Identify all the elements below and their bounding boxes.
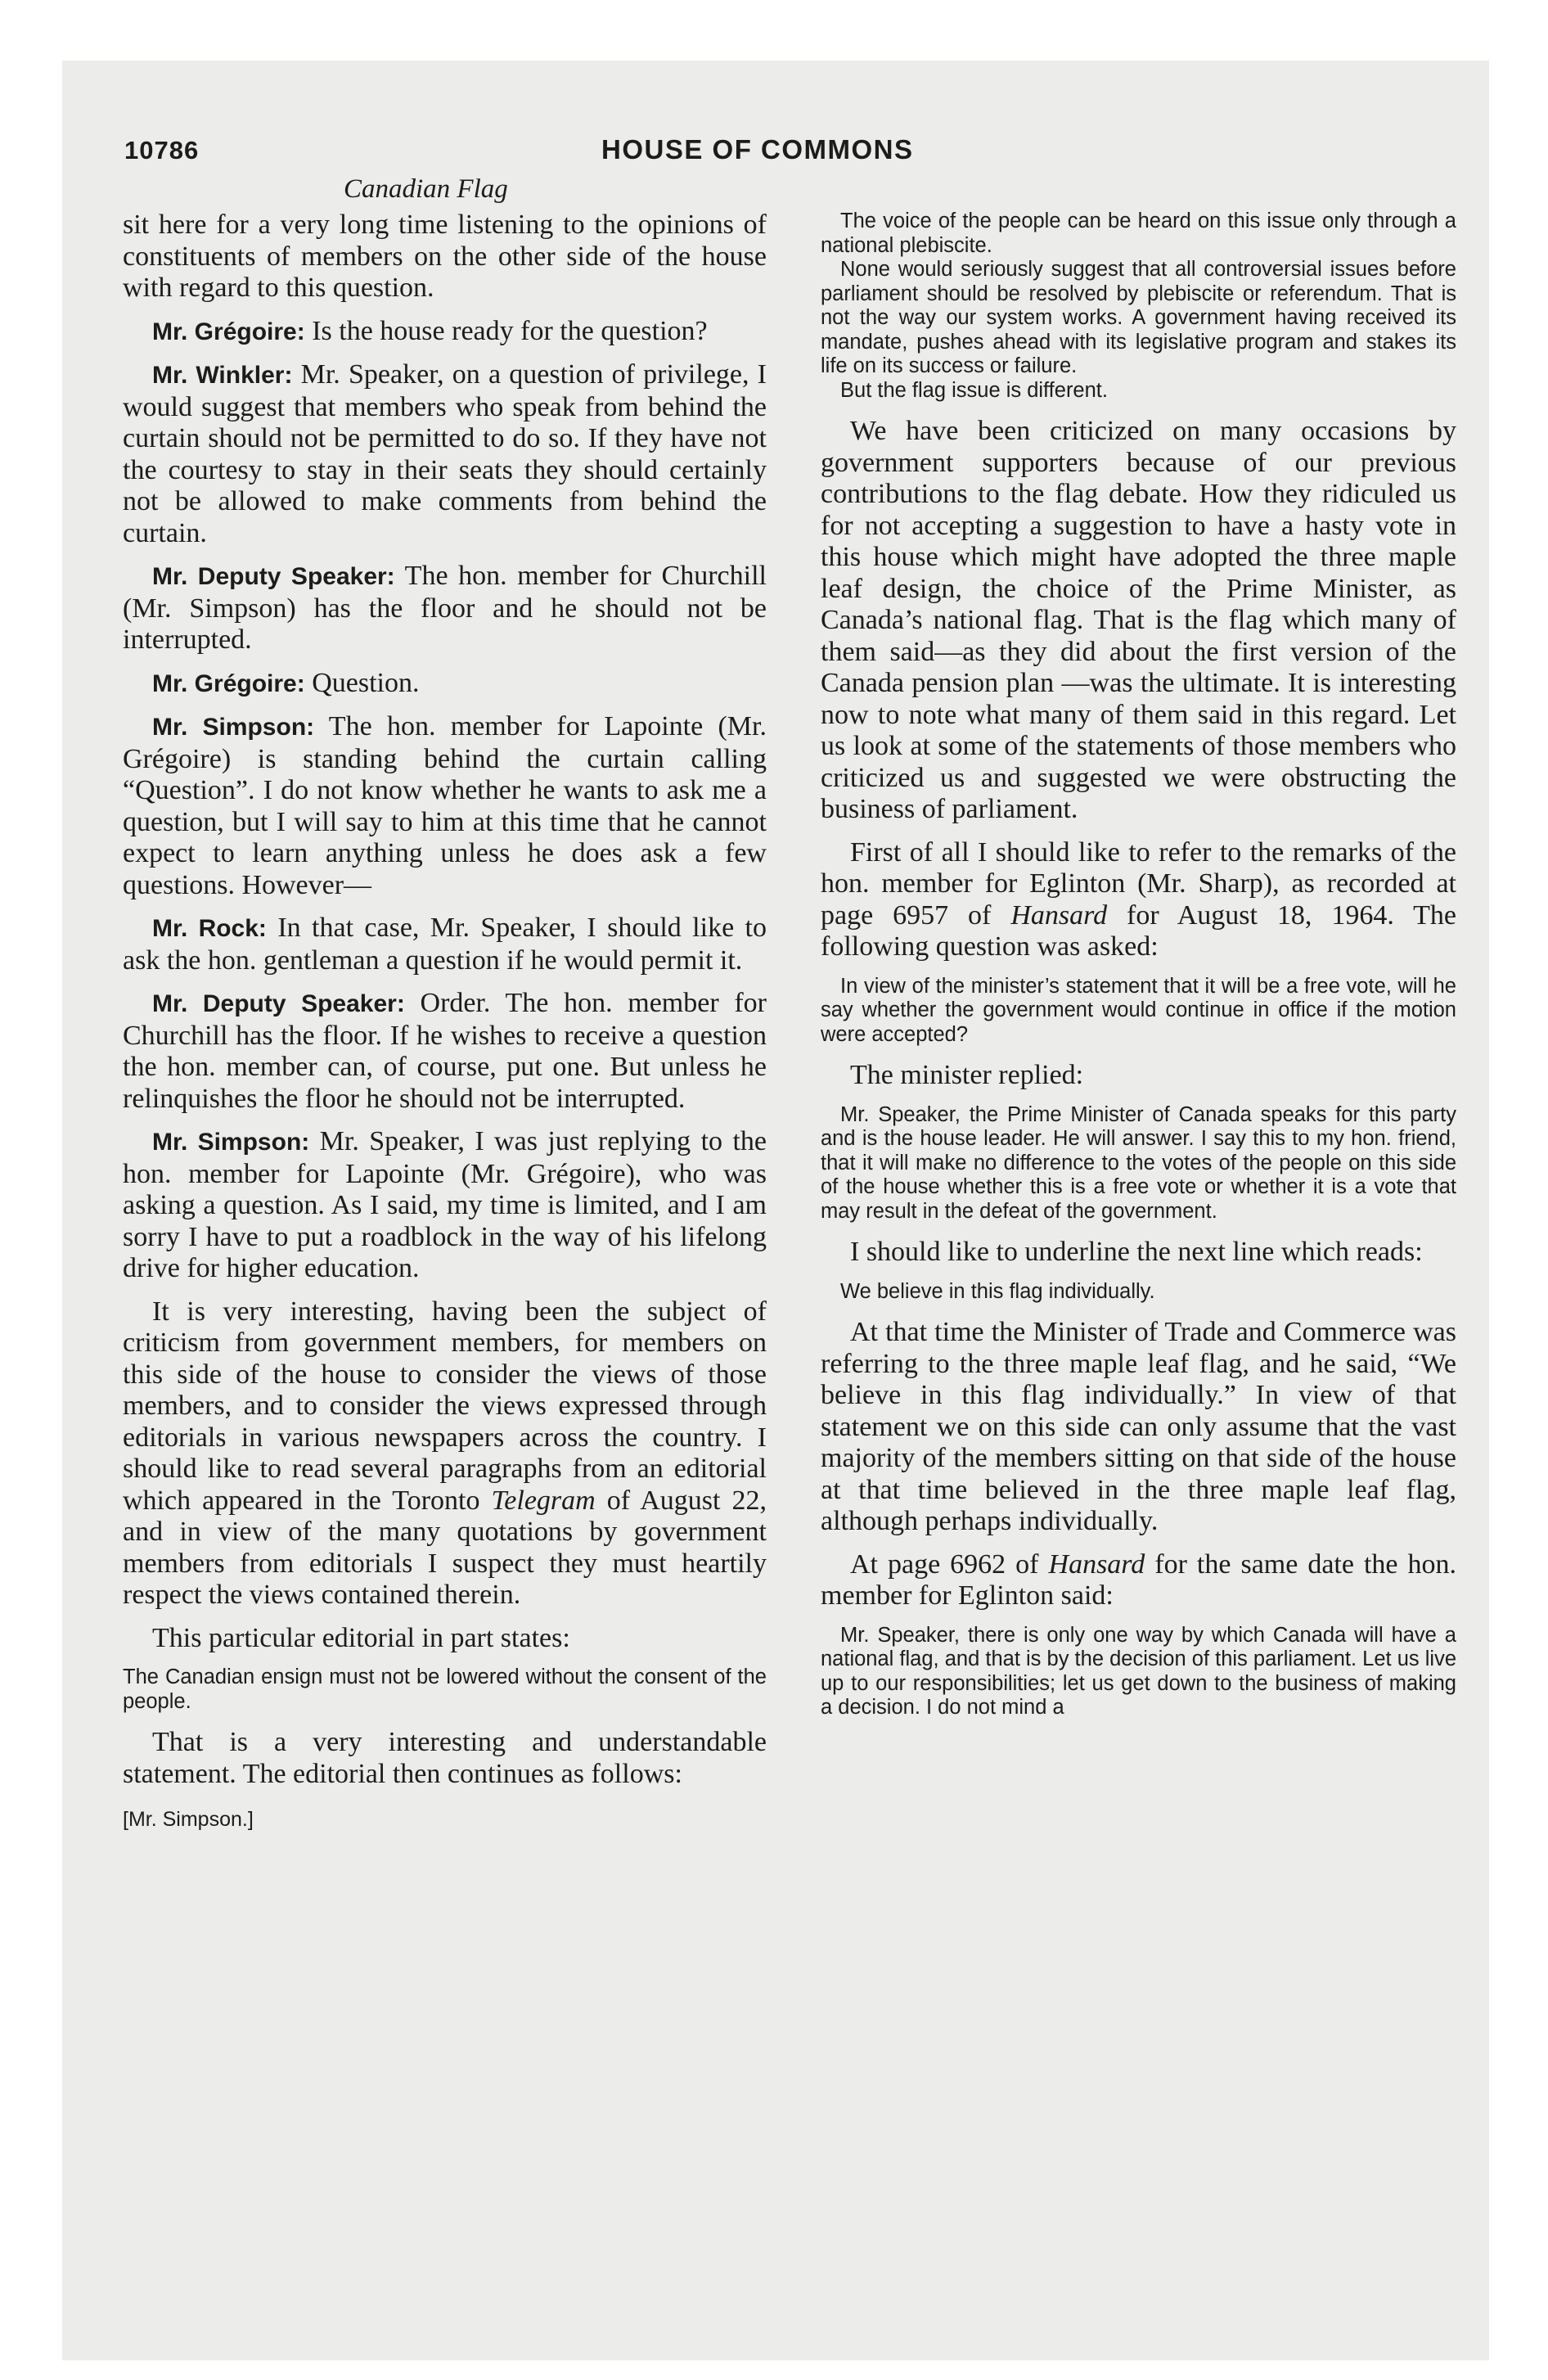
text-run: First of all I should like to refer to the remarks of the hon. member for Eglinton (Mr. Sharp), as recorded at page 6957 of — [821, 836, 1456, 931]
paragraph — [821, 837, 1456, 963]
paragraph — [821, 1549, 1456, 1612]
text-run: of August 22, and in view of the many quotations by government members from editorials I suspect they must heartily respect the views contained therein. — [123, 1485, 767, 1610]
block-quote: Mr. Speaker, there is only one way by which Canada will have a national flag, and that is by the decision of this parliament. Let us live up to our responsibilities; let us get down to the business of making a decision. I do not mind a — [821, 1623, 1456, 1719]
publication-title: Hansard — [1048, 1548, 1145, 1580]
speech-paragraph — [123, 711, 767, 901]
speech-text: Order. The hon. member for Churchill has the floor. If he wishes to receive a question the hon. member can, of course, put one. But unless he relinquishes the floor he should not be interrupted. — [123, 988, 767, 1114]
speech-text: Question. — [304, 667, 420, 698]
quote-paragraph: None would seriously suggest that all controversial issues before parliament should be resolved by plebiscite or referendum. That is not the way our system works. A government having received its mandate, pushes ahead with its legislative program and stakes its life on its success or failure. — [821, 258, 1456, 377]
speaker-name: Mr. Deputy Speaker: — [152, 563, 395, 590]
speech-paragraph — [123, 359, 767, 549]
speaker-name: Mr. Simpson: — [152, 1129, 310, 1156]
paragraph: The minister replied: — [850, 1060, 1084, 1090]
speech-paragraph — [123, 1126, 767, 1285]
speech-paragraph — [123, 561, 767, 656]
text-run: for the same date the hon. member for Eglinton said: — [821, 1548, 1456, 1611]
speaker-name: Mr. Deputy Speaker: — [152, 990, 405, 1017]
paragraph: That is a very interesting and understandable statement. The editorial then continues as follows: — [123, 1727, 767, 1789]
speech-paragraph — [123, 988, 767, 1115]
block-quote: Mr. Speaker, the Prime Minister of Canada speaks for this party and is the house leader. He will answer. I say this to my hon. friend, that it will make no difference to the votes of the people on this side of the house whether this is a free vote or whether it is a vote that may result in the defeat of the government. — [821, 1102, 1456, 1223]
speaker-name: Mr. Grégoire: — [152, 318, 305, 345]
paragraph: We have been criticized on many occasions by government supporters because of our previous contributions to the flag debate. How they ridiculed us for not accepting a suggestion to have a hasty vote in this house which might have adopted the three maple leaf design, the choice of the Prime Minister, as Canada’s national flag. That is the flag which many of them said—as they did about the first version of the Canada pension plan —was the ultimate. It is interesting now to note what many of them said in this regard. Let us look at some of the statements of those members who criticized us and suggested we were obstructing the business of parliament. — [821, 416, 1456, 824]
speaker-name: Mr. Rock: — [152, 915, 267, 942]
paragraph — [123, 1296, 767, 1611]
speaker-name: Mr. Grégoire: — [152, 669, 305, 697]
block-quote: The Canadian ensign must not be lowered without the consent of the people. — [123, 1666, 767, 1713]
speech-text: The hon. member for Churchill (Mr. Simpson) has the floor and he should not be interrupted. — [123, 561, 767, 655]
paragraph: I should like to underline the next line which reads: — [850, 1237, 1423, 1267]
left-column — [123, 210, 767, 1832]
speech-text: Mr. Speaker, on a question of privilege, I would suggest that members who speak from behind the curtain should not be permitted to do so. If they have not the courtesy to stay in their seats they should certainly not be allowed to make comments from behind the curtain. — [123, 359, 767, 548]
right-column — [821, 210, 1456, 1733]
running-speaker-footer: [Mr. Simpson.] — [123, 1808, 254, 1831]
page-number: 10786 — [124, 136, 200, 165]
speech-paragraph — [123, 668, 767, 701]
block-quote: We believe in this flag individually. — [840, 1279, 1155, 1303]
page-header-title: HOUSE OF COMMONS — [601, 134, 914, 165]
speaker-name: Mr. Simpson: — [152, 714, 315, 741]
text-run: It is very interesting, having been the subject of criticism from government members, for members on this side of the house to consider the views of those members, and to consider the views expressed through editorials in various newspapers across the country. I should like to read several paragraphs from an editorial which appeared in the Toronto — [123, 1296, 767, 1516]
text-run: At page 6962 of — [850, 1548, 1049, 1580]
speech-text: In that case, Mr. Speaker, I should like to ask the hon. gentleman a question if he would permit it. — [123, 913, 767, 976]
text-run: for August 18, 1964. The following question was asked: — [821, 899, 1456, 962]
speaker-name: Mr. Winkler: — [152, 362, 293, 389]
quote-paragraph: The voice of the people can be heard on this issue only through a national plebiscite. — [821, 210, 1456, 257]
speech-paragraph — [123, 913, 767, 976]
newspaper-title: Telegram — [491, 1485, 596, 1516]
speech-paragraph — [123, 316, 767, 349]
paragraph: sit here for a very long time listening to the opinions of constituents of members on the other side of the house with regard to this question. — [123, 210, 767, 303]
speech-text: The hon. member for Lapointe (Mr. Grégoire) is standing behind the curtain calling “Question”. I do not know whether he wants to ask me a question, but I will say to him at this time that he cannot expect to learn anything unless he does ask a few questions. However— — [123, 711, 767, 900]
quote-paragraph: But the flag issue is different. — [840, 378, 1108, 402]
paragraph: At that time the Minister of Trade and Commerce was referring to the three maple leaf flag, and he said, “We believe in this flag individually.” In view of that statement we on this side can only assume that the vast majority of the members sitting on that side of the house at that time believed in the three maple leaf flag, although perhaps individually. — [821, 1317, 1456, 1536]
speech-text: Is the house ready for the question? — [304, 315, 708, 346]
block-quote: In view of the minister’s statement that it will be a free vote, will he say whether the government would continue in office if the motion were accepted? — [821, 974, 1456, 1046]
block-quote — [821, 210, 1456, 403]
speech-text: Mr. Speaker, I was just replying to the hon. member for Lapointe (Mr. Grégoire), who was asking a question. As I said, my time is limited, and I am sorry I have to put a roadblock in the way of his lifelong drive for higher education. — [123, 1126, 767, 1283]
section-subtitle: Canadian Flag — [344, 174, 508, 204]
publication-title: Hansard — [1010, 899, 1108, 931]
paragraph: This particular editorial in part states: — [152, 1622, 570, 1653]
